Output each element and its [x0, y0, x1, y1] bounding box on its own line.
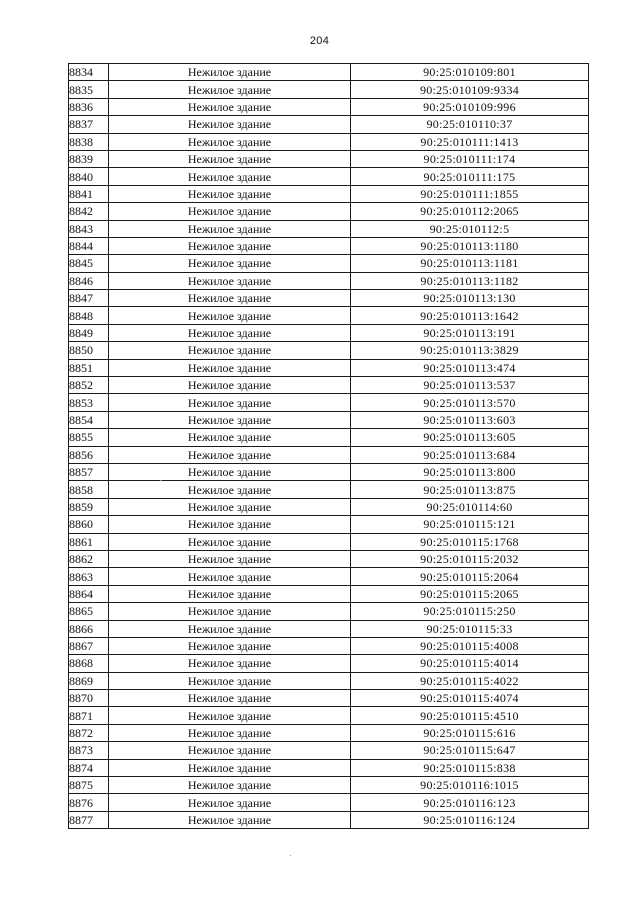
- row-number-cell: 8854: [69, 411, 109, 428]
- object-type-cell: Нежилое здание: [109, 168, 351, 185]
- table-row: [69, 672, 589, 689]
- row-number-cell: 8855: [69, 429, 109, 446]
- object-type-cell: Нежилое здание: [109, 777, 351, 794]
- row-number-cell: 8853: [69, 394, 109, 411]
- cadastral-number-cell: 90:25:010115:33: [351, 620, 589, 637]
- object-type-cell: Нежилое здание: [109, 81, 351, 98]
- object-type-cell: Нежилое здание: [109, 672, 351, 689]
- row-number-cell: 8860: [69, 516, 109, 533]
- object-type-cell: Нежилое здание: [109, 690, 351, 707]
- object-type-cell: Нежилое здание: [109, 533, 351, 550]
- table-row: [69, 203, 589, 220]
- object-type-cell: Нежилое здание: [109, 568, 351, 585]
- row-number-cell: 8840: [69, 168, 109, 185]
- table-row: [69, 342, 589, 359]
- cadastral-number-cell: 90:25:010113:800: [351, 463, 589, 480]
- object-type-cell: Нежилое здание: [109, 411, 351, 428]
- row-number-cell: 8857: [69, 463, 109, 480]
- cadastral-number-cell: 90:25:010113:1642: [351, 307, 589, 324]
- cadastral-number-cell: 90:25:010113:875: [351, 481, 589, 498]
- object-type-cell: Нежилое здание: [109, 255, 351, 272]
- cadastral-number-cell: 90:25:010109:9334: [351, 81, 589, 98]
- cadastral-number-cell: 90:25:010113:191: [351, 324, 589, 341]
- object-type-cell: Нежилое здание: [109, 377, 351, 394]
- row-number-cell: 8858: [69, 481, 109, 498]
- cadastral-number-cell: 90:25:010113:3829: [351, 342, 589, 359]
- cadastral-number-cell: 90:25:010116:1015: [351, 777, 589, 794]
- object-type-cell: Нежилое здание: [109, 481, 351, 498]
- cadastral-number-cell: 90:25:010111:1855: [351, 185, 589, 202]
- cadastral-number-cell: 90:25:010113:130: [351, 290, 589, 307]
- row-number-cell: 8871: [69, 707, 109, 724]
- row-number-cell: 8836: [69, 98, 109, 115]
- table-row: [69, 237, 589, 254]
- table-row: [69, 603, 589, 620]
- row-number-cell: 8848: [69, 307, 109, 324]
- object-type-cell: Нежилое здание: [109, 98, 351, 115]
- row-number-cell: 8861: [69, 533, 109, 550]
- row-number-cell: 8865: [69, 603, 109, 620]
- table-row: [69, 446, 589, 463]
- row-number-cell: 8851: [69, 359, 109, 376]
- table-row: [69, 777, 589, 794]
- cadastral-number-cell: 90:25:010111:175: [351, 168, 589, 185]
- row-number-cell: 8872: [69, 724, 109, 741]
- registry-table-body: [69, 64, 589, 829]
- row-number-cell: 8877: [69, 811, 109, 828]
- row-number-cell: 8841: [69, 185, 109, 202]
- object-type-cell: Нежилое здание: [109, 185, 351, 202]
- row-number-cell: 8870: [69, 690, 109, 707]
- cadastral-number-cell: 90:25:010111:1413: [351, 133, 589, 150]
- row-number-cell: 8856: [69, 446, 109, 463]
- cadastral-number-cell: 90:25:010113:684: [351, 446, 589, 463]
- table-row: [69, 411, 589, 428]
- row-number-cell: 8843: [69, 220, 109, 237]
- row-number-cell: 8867: [69, 637, 109, 654]
- object-type-cell: Нежилое здание: [109, 498, 351, 515]
- row-number-cell: 8864: [69, 585, 109, 602]
- object-type-cell: Нежилое здание: [109, 307, 351, 324]
- row-number-cell: 8874: [69, 759, 109, 776]
- cadastral-number-cell: 90:25:010115:121: [351, 516, 589, 533]
- table-row: [69, 98, 589, 115]
- page-number: 204: [309, 35, 330, 47]
- row-number-cell: 8859: [69, 498, 109, 515]
- row-number-cell: 8866: [69, 620, 109, 637]
- cadastral-number-cell: 90:25:010113:1182: [351, 272, 589, 289]
- object-type-cell: Нежилое здание: [109, 290, 351, 307]
- cadastral-number-cell: 90:25:010115:1768: [351, 533, 589, 550]
- cadastral-number-cell: 90:25:010112:2065: [351, 203, 589, 220]
- table-row: [69, 324, 589, 341]
- table-row: [69, 690, 589, 707]
- table-row: [69, 463, 589, 480]
- table-row: [69, 429, 589, 446]
- object-type-cell: Нежилое здание: [109, 429, 351, 446]
- row-number-cell: 8834: [69, 64, 109, 81]
- object-type-cell: Нежилое здание: [109, 637, 351, 654]
- object-type-cell: Нежилое здание: [109, 742, 351, 759]
- object-type-cell: Нежилое здание: [109, 64, 351, 81]
- row-number-cell: 8838: [69, 133, 109, 150]
- object-type-cell: Нежилое здание: [109, 133, 351, 150]
- table-row: [69, 585, 589, 602]
- table-row: [69, 394, 589, 411]
- object-type-cell: Нежилое здание: [109, 463, 351, 480]
- object-type-cell: Нежилое здание: [109, 724, 351, 741]
- object-type-cell: Нежилое здание: [109, 237, 351, 254]
- cadastral-number-cell: 90:25:010109:801: [351, 64, 589, 81]
- cadastral-number-cell: 90:25:010112:5: [351, 220, 589, 237]
- scan-speck: [290, 855, 291, 856]
- row-number-cell: 8844: [69, 237, 109, 254]
- table-row: [69, 759, 589, 776]
- object-type-cell: Нежилое здание: [109, 620, 351, 637]
- row-number-cell: 8868: [69, 655, 109, 672]
- row-number-cell: 8863: [69, 568, 109, 585]
- table-row: [69, 133, 589, 150]
- cadastral-number-cell: 90:25:010115:4008: [351, 637, 589, 654]
- object-type-cell: Нежилое здание: [109, 272, 351, 289]
- cadastral-number-cell: 90:25:010113:1181: [351, 255, 589, 272]
- table-row: [69, 742, 589, 759]
- row-number-cell: 8850: [69, 342, 109, 359]
- table-row: [69, 377, 589, 394]
- cadastral-number-cell: 90:25:010115:647: [351, 742, 589, 759]
- table-row: [69, 255, 589, 272]
- object-type-cell: Нежилое здание: [109, 324, 351, 341]
- cadastral-number-cell: 90:25:010115:4014: [351, 655, 589, 672]
- row-number-cell: 8875: [69, 777, 109, 794]
- row-number-cell: 8849: [69, 324, 109, 341]
- object-type-cell: Нежилое здание: [109, 359, 351, 376]
- object-type-cell: Нежилое здание: [109, 116, 351, 133]
- object-type-cell: Нежилое здание: [109, 220, 351, 237]
- row-number-cell: 8862: [69, 550, 109, 567]
- table-row: [69, 272, 589, 289]
- cadastral-number-cell: 90:25:010115:4022: [351, 672, 589, 689]
- object-type-cell: Нежилое здание: [109, 585, 351, 602]
- cadastral-number-cell: 90:25:010115:2065: [351, 585, 589, 602]
- object-type-cell: Нежилое здание: [109, 342, 351, 359]
- table-row: [69, 707, 589, 724]
- table-row: [69, 811, 589, 828]
- table-row: [69, 168, 589, 185]
- cadastral-number-cell: 90:25:010113:605: [351, 429, 589, 446]
- object-type-cell: Нежилое здание: [109, 203, 351, 220]
- row-number-cell: 8876: [69, 794, 109, 811]
- table-row: [69, 116, 589, 133]
- object-type-cell: Нежилое здание: [109, 550, 351, 567]
- object-type-cell: Нежилое здание: [109, 603, 351, 620]
- table-row: [69, 290, 589, 307]
- property-registry-table: [68, 63, 589, 829]
- table-row: [69, 481, 589, 498]
- cadastral-number-cell: 90:25:010115:616: [351, 724, 589, 741]
- object-type-cell: Нежилое здание: [109, 707, 351, 724]
- object-type-cell: Нежилое здание: [109, 811, 351, 828]
- cadastral-number-cell: 90:25:010116:123: [351, 794, 589, 811]
- cadastral-number-cell: 90:25:010114:60: [351, 498, 589, 515]
- table-row: [69, 359, 589, 376]
- table-row: [69, 724, 589, 741]
- row-number-cell: 8839: [69, 150, 109, 167]
- row-number-cell: 8837: [69, 116, 109, 133]
- object-type-cell: Нежилое здание: [109, 759, 351, 776]
- row-number-cell: 8873: [69, 742, 109, 759]
- object-type-cell: Нежилое здание: [109, 655, 351, 672]
- cadastral-number-cell: 90:25:010115:2064: [351, 568, 589, 585]
- row-number-cell: 8869: [69, 672, 109, 689]
- cadastral-number-cell: 90:25:010113:537: [351, 377, 589, 394]
- cadastral-number-cell: 90:25:010115:838: [351, 759, 589, 776]
- cadastral-number-cell: 90:25:010115:2032: [351, 550, 589, 567]
- cadastral-number-cell: 90:25:010115:4074: [351, 690, 589, 707]
- row-number-cell: 8845: [69, 255, 109, 272]
- table-row: [69, 185, 589, 202]
- table-row: [69, 637, 589, 654]
- object-type-cell: Нежилое здание: [109, 394, 351, 411]
- table-row: [69, 794, 589, 811]
- row-number-cell: 8835: [69, 81, 109, 98]
- table-row: [69, 516, 589, 533]
- table-row: [69, 568, 589, 585]
- table-row: [69, 307, 589, 324]
- cadastral-number-cell: 90:25:010115:4510: [351, 707, 589, 724]
- cadastral-number-cell: 90:25:010110:37: [351, 116, 589, 133]
- object-type-cell: Нежилое здание: [109, 150, 351, 167]
- cadastral-number-cell: 90:25:010113:474: [351, 359, 589, 376]
- cadastral-number-cell: 90:25:010113:1180: [351, 237, 589, 254]
- table-row: [69, 220, 589, 237]
- table-row: [69, 550, 589, 567]
- row-number-cell: 8842: [69, 203, 109, 220]
- row-number-cell: 8846: [69, 272, 109, 289]
- cadastral-number-cell: 90:25:010113:603: [351, 411, 589, 428]
- table-row: [69, 655, 589, 672]
- table-row: [69, 150, 589, 167]
- table-row: [69, 64, 589, 81]
- cadastral-number-cell: 90:25:010115:250: [351, 603, 589, 620]
- object-type-cell: Нежилое здание: [109, 516, 351, 533]
- row-number-cell: 8847: [69, 290, 109, 307]
- table-row: [69, 81, 589, 98]
- object-type-cell: Нежилое здание: [109, 446, 351, 463]
- table-row: [69, 620, 589, 637]
- scan-speck: [160, 480, 162, 481]
- row-number-cell: 8852: [69, 377, 109, 394]
- object-type-cell: Нежилое здание: [109, 794, 351, 811]
- table-row: [69, 533, 589, 550]
- cadastral-number-cell: 90:25:010113:570: [351, 394, 589, 411]
- cadastral-number-cell: 90:25:010111:174: [351, 150, 589, 167]
- cadastral-number-cell: 90:25:010109:996: [351, 98, 589, 115]
- table-row: [69, 498, 589, 515]
- cadastral-number-cell: 90:25:010116:124: [351, 811, 589, 828]
